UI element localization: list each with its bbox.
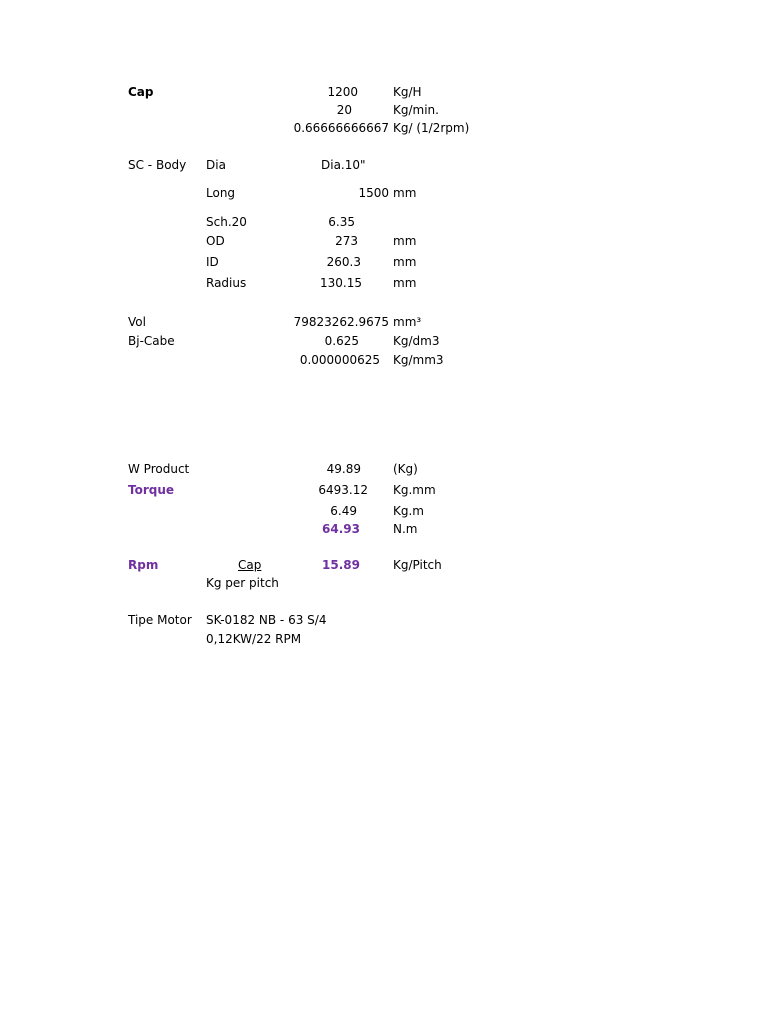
motor-label: Tipe Motor: [128, 613, 192, 627]
sch-label: Sch.20: [206, 215, 247, 229]
w-product-value: 49.89: [326, 462, 361, 476]
cap-unit-kg-half-rpm: Kg/ (1/2rpm): [393, 121, 470, 135]
id-value: 260.3: [326, 255, 361, 269]
long-label: Long: [206, 186, 236, 200]
dia-label: Dia: [206, 158, 226, 172]
torque-unit-nm: N.m: [393, 522, 418, 536]
long-unit: mm: [393, 186, 417, 200]
radius-unit: mm: [393, 276, 417, 290]
torque-label: Torque: [128, 483, 175, 497]
dia-value: Dia.10": [321, 158, 366, 172]
rpm-unit: Kg/Pitch: [393, 558, 442, 572]
cap-label: Cap: [128, 85, 154, 99]
rpm-value: 15.89: [322, 558, 360, 572]
torque-unit-kgmm: Kg.mm: [393, 483, 436, 497]
bj-cabe-value-dm3: 0.625: [324, 334, 359, 348]
cap-value-kg-min: 20: [336, 103, 352, 117]
torque-value-kgm: 6.49: [330, 504, 357, 518]
radius-value: 130.15: [320, 276, 362, 290]
vol-label: Vol: [128, 315, 146, 329]
cap-unit-kg-min: Kg/min.: [393, 103, 439, 117]
cap-value-kg-h: 1200: [327, 85, 358, 99]
cap-unit-kg-h: Kg/H: [393, 85, 422, 99]
radius-label: Radius: [206, 276, 247, 290]
sc-body-label: SC - Body: [128, 158, 187, 172]
motor-model: SK-0182 NB - 63 S/4: [206, 613, 327, 627]
vol-unit: mm³: [393, 315, 422, 329]
bj-cabe-label: Bj-Cabe: [128, 334, 175, 348]
torque-value-kgmm: 6493.12: [318, 483, 368, 497]
long-value: 1500: [358, 186, 389, 200]
bj-cabe-value-mm3: 0.000000625: [299, 353, 380, 367]
id-unit: mm: [393, 255, 417, 269]
w-product-unit: (Kg): [393, 462, 418, 476]
od-label: OD: [206, 234, 225, 248]
w-product-label: W Product: [128, 462, 190, 476]
rpm-note: Kg per pitch: [206, 576, 279, 590]
sch-value: 6.35: [328, 215, 355, 229]
bj-cabe-unit-dm3: Kg/dm3: [393, 334, 440, 348]
id-label: ID: [206, 255, 219, 269]
torque-value-nm: 64.93: [322, 522, 360, 536]
cap-value-kg-half-rpm: 0.66666666667: [293, 121, 389, 135]
motor-spec: 0,12KW/22 RPM: [206, 632, 302, 646]
torque-unit-kgm: Kg.m: [393, 504, 424, 518]
bj-cabe-unit-mm3: Kg/mm3: [393, 353, 444, 367]
rpm-cap-label: Cap: [238, 558, 262, 572]
vol-value: 79823262.9675: [293, 315, 389, 329]
od-value: 273: [335, 234, 358, 248]
od-unit: mm: [393, 234, 417, 248]
rpm-label: Rpm: [128, 558, 159, 572]
